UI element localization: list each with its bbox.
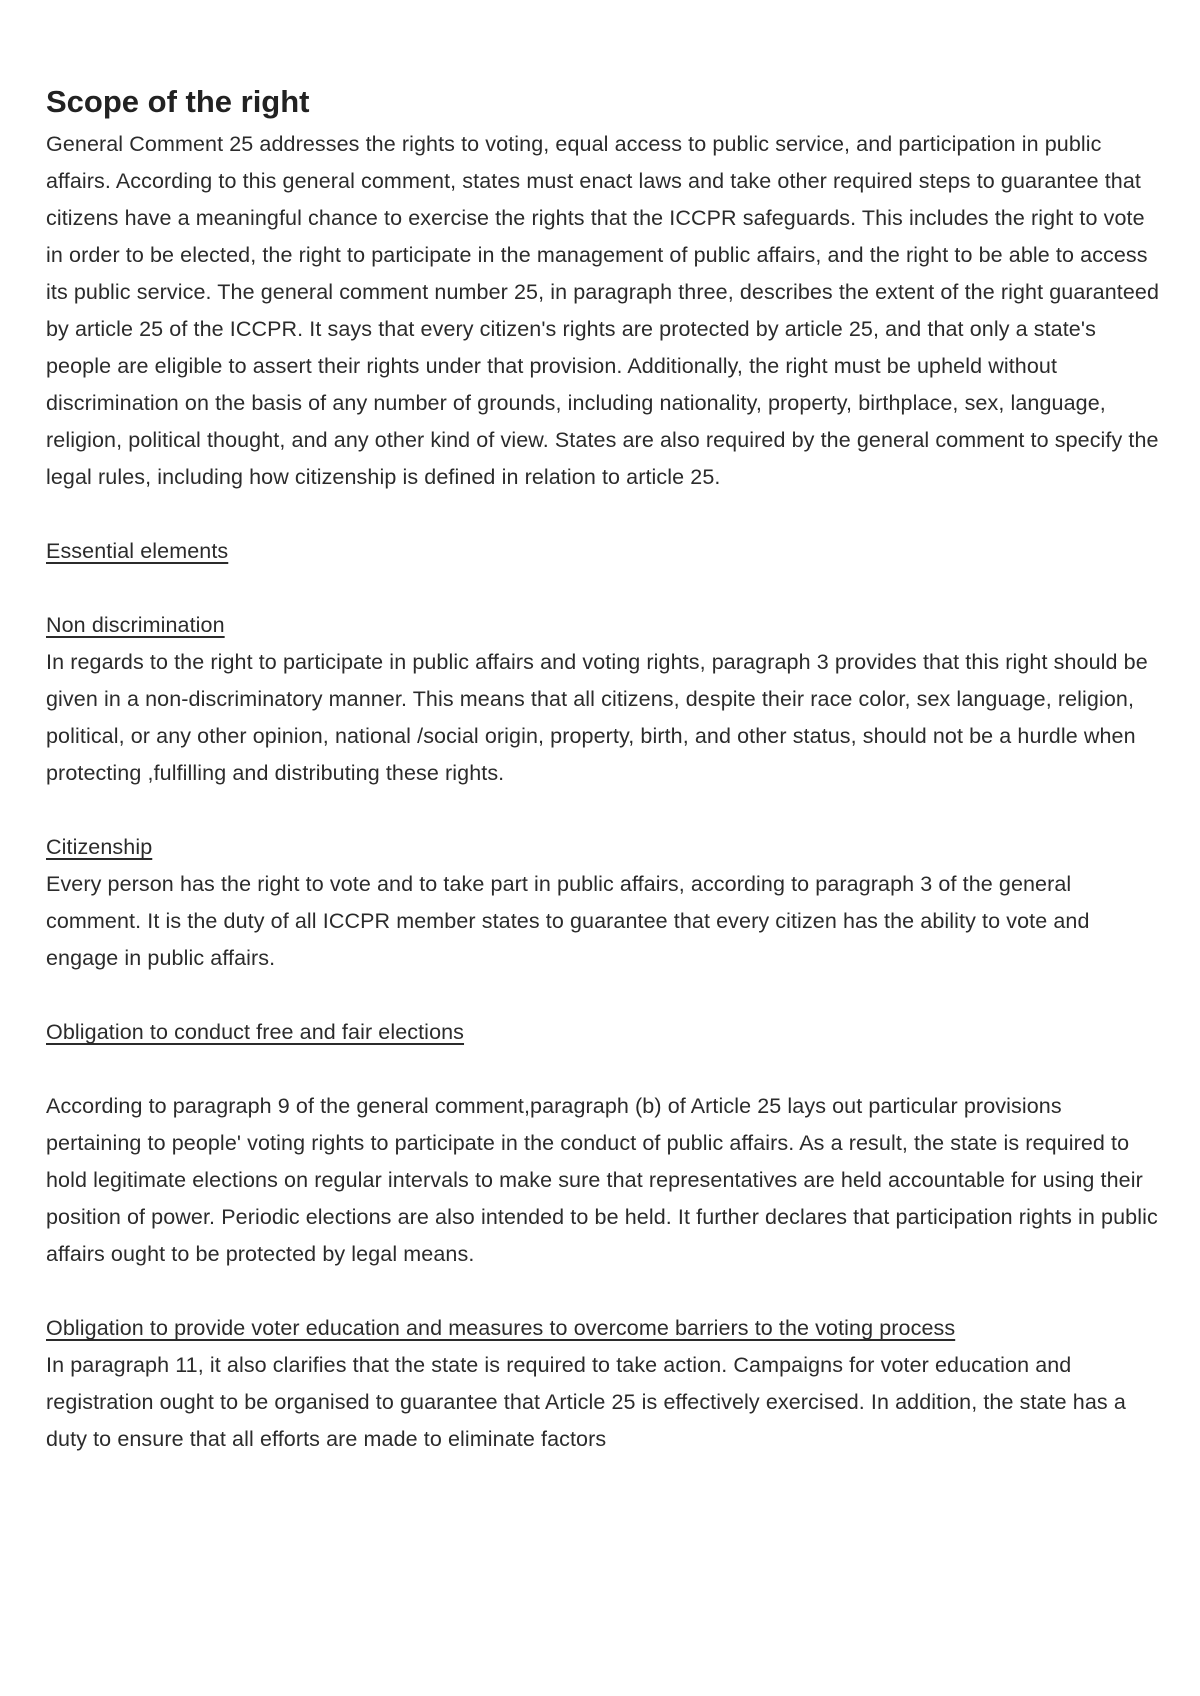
citizenship-paragraph: Every person has the right to vote and to take part in public affairs, according to paragraph 3 of the general comment. It is the duty of all ICCPR member states to guarantee that every citizen has the ability to vote and engage in public affairs.: [46, 872, 1090, 970]
elections-heading: Obligation to conduct free and fair elections: [46, 1020, 465, 1044]
spacer: [46, 1051, 1161, 1088]
spacer: [46, 570, 1161, 607]
essential-elements-heading: Essential elements: [46, 539, 229, 563]
citizenship-heading: Citizenship: [46, 835, 153, 859]
spacer: [46, 977, 1161, 1014]
elections-paragraph: According to paragraph 9 of the general comment,paragraph (b) of Article 25 lays out particular provisions pertaining to people' voting rights to participate in the conduct of public affairs. As a result, the state is required to hold legitimate elections on regular intervals to make sure that representatives are held accountable for using their position of power. Periodic elections are also intended to be held. It further declares that participation rights in public affairs ought to be protected by legal means.: [46, 1094, 1158, 1266]
non-discrimination-heading: Non discrimination: [46, 613, 225, 637]
document-page: [46, 82, 1161, 1458]
spacer: [46, 792, 1161, 829]
spacer: [46, 496, 1161, 533]
voter-education-paragraph: In paragraph 11, it also clarifies that the state is required to take action. Campaigns for voter education and registration ought to be organised to guarantee that Article 25 is effectively exercised. In addition, the state has a duty to ensure that all efforts are made to eliminate factors: [46, 1353, 1126, 1451]
intro-paragraph: General Comment 25 addresses the rights to voting, equal access to public service, and participation in public affairs. According to this general comment, states must enact laws and take other required steps to guarantee that citizens have a meaningful chance to exercise the rights that the ICCPR safeguards. This includes the right to vote in order to be elected, the right to participate in the management of public affairs, and the right to be able to access its public service. The general comment number 25, in paragraph three, describes the extent of the right guaranteed by article 25 of the ICCPR. It says that every citizen's rights are protected by article 25, and that only a state's people are eligible to assert their rights under that provision. Additionally, the right must be upheld without discrimination on the basis of any number of grounds, including nationality, property, birthplace, sex, language, religion, political thought, and any other kind of view. States are also required by the general comment to specify the legal rules, including how citizenship is defined in relation to article 25.: [46, 132, 1160, 489]
spacer: [46, 1273, 1161, 1310]
non-discrimination-paragraph: In regards to the right to participate in public affairs and voting rights, paragraph 3 provides that this right should be given in a non-discriminatory manner. This means that all citizens, despite their race color, sex language, religion, political, or any other opinion, national /social origin, property, birth, and other status, should not be a hurdle when protecting ,fulfilling and distributing these rights.: [46, 650, 1148, 785]
voter-education-heading: Obligation to provide voter education and measures to overcome barriers to the voting process: [46, 1316, 956, 1340]
page-title: Scope of the right: [46, 84, 310, 119]
